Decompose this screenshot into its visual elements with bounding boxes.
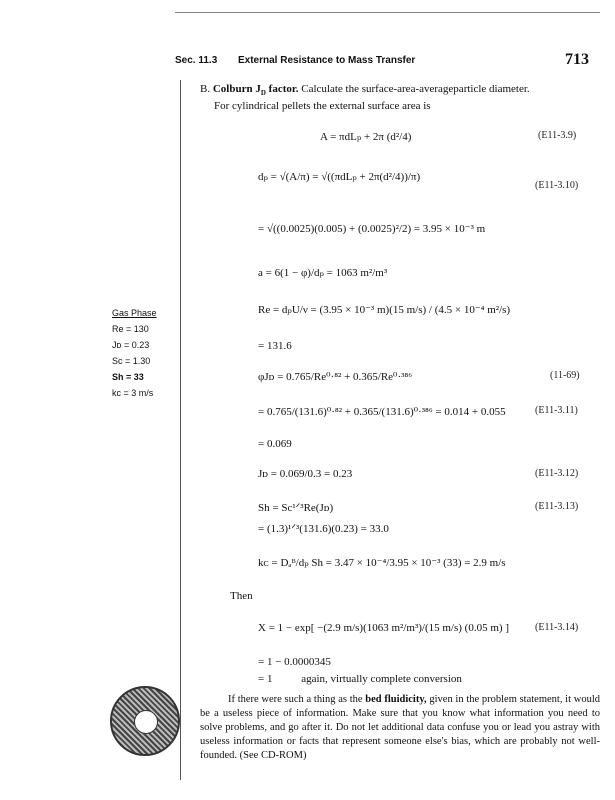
eq-num-sh: (E11-3.13) <box>535 501 579 512</box>
section-number: Sec. 11.3 <box>175 55 218 66</box>
equation-dp: dₚ = √(A/π) = √((πdLₚ + 2π(d²/4))/π) <box>258 171 421 183</box>
sidebar-item-kc: kᴄ = 3 m/s <box>112 388 154 398</box>
eq-num-phijd-sub: (E11-3.11) <box>535 405 578 416</box>
eq-num-dp: (E11-3.10) <box>535 180 579 191</box>
part-b-task: Calculate the surface-area-averageparticle diameter. <box>301 83 530 95</box>
equation-a: a = 6(1 − φ)/dₚ = 1063 m²/m³ <box>258 267 388 279</box>
eq-num-area: (E11-3.9) <box>538 130 577 141</box>
sidebar-title: Gas Phase <box>112 308 157 318</box>
header-rule <box>175 12 600 13</box>
equation-kc: kᴄ = Dₐᴮ/dₚ Sh = 3.47 × 10⁻⁴/3.95 × 10⁻³ (33) = 2.9 m/s <box>258 557 506 569</box>
cd-rom-icon <box>110 686 180 756</box>
colburn-label: Colburn $J_D$ factor. <box>212 83 299 98</box>
eq-num-phijd: (11-69) <box>550 370 580 381</box>
margin-rule <box>180 80 181 780</box>
equation-x: X = 1 − exp[ −(2.9 m/s)(1063 m²/m³)/(15 m/s) (0.05 m) ] <box>258 622 509 634</box>
part-label: B. <box>200 83 211 95</box>
equation-x-result-2: = 1 again, virtually complete conversion <box>258 673 462 685</box>
bed-fluidicity-note: If there were such a thing as the bed fluidicity, given in the problem statement, it would be a useless piece of information. Make sure that you know what information you need to solve problems, and go after it. Do not let additional data confuse you or lead you astray with useless information or facts that represent someone else's bias, which are probably not well-founded. (See CD-ROM) <box>200 694 600 761</box>
bed-fluidicity-term: bed fluidicity, <box>365 694 427 705</box>
eq-num-jd: (E11-3.12) <box>535 468 579 479</box>
eq-num-x: (E11-3.14) <box>535 622 579 633</box>
equation-phijd: φJᴅ = 0.765/Re⁰·⁸² + 0.365/Re⁰·³⁸⁶ <box>258 371 413 383</box>
page-number: 713 <box>565 51 589 68</box>
equation-phijd-result: = 0.069 <box>258 438 292 450</box>
part-b-heading <box>200 83 530 97</box>
sidebar-item-jd: Jᴅ = 0.23 <box>112 340 150 350</box>
then-label: Then <box>230 590 253 602</box>
equation-jd: Jᴅ = 0.069/0.3 = 0.23 <box>258 468 353 480</box>
equation-re-result: = 131.6 <box>258 340 292 352</box>
equation-x-result-1: = 1 − 0.0000345 <box>258 656 331 668</box>
equation-sh-result: = (1.3)¹ᐟ³(131.6)(0.23) = 33.0 <box>258 523 389 535</box>
equation-re: Re = dₚU/ν = (3.95 × 10⁻³ m)(15 m/s) / (4.5 × 10⁻⁴ m²/s) <box>258 304 511 316</box>
sidebar-item-re: Re = 130 <box>112 324 149 334</box>
sidebar-item-sh: Sh = 33 <box>112 372 144 382</box>
conversion-note: again, virtually complete conversion <box>301 673 462 685</box>
equation-dp-value: = √((0.0025)(0.005) + (0.0025)²/2) = 3.95 × 10⁻³ m <box>258 223 486 235</box>
equation-area: A = πdLₚ + 2π (d²/4) <box>320 131 412 143</box>
equation-phijd-sub: = 0.765/(131.6)⁰·⁸² + 0.365/(131.6)⁰·³⁸⁶ = 0.014 + 0.055 <box>258 406 506 418</box>
sidebar-item-sc: Sc = 1.30 <box>112 356 151 366</box>
intro-text: For cylindrical pellets the external surface area is <box>214 100 431 112</box>
equation-sh: Sh = Sc¹ᐟ³Re(Jᴅ) <box>258 502 334 514</box>
section-title: External Resistance to Mass Transfer <box>238 55 416 66</box>
